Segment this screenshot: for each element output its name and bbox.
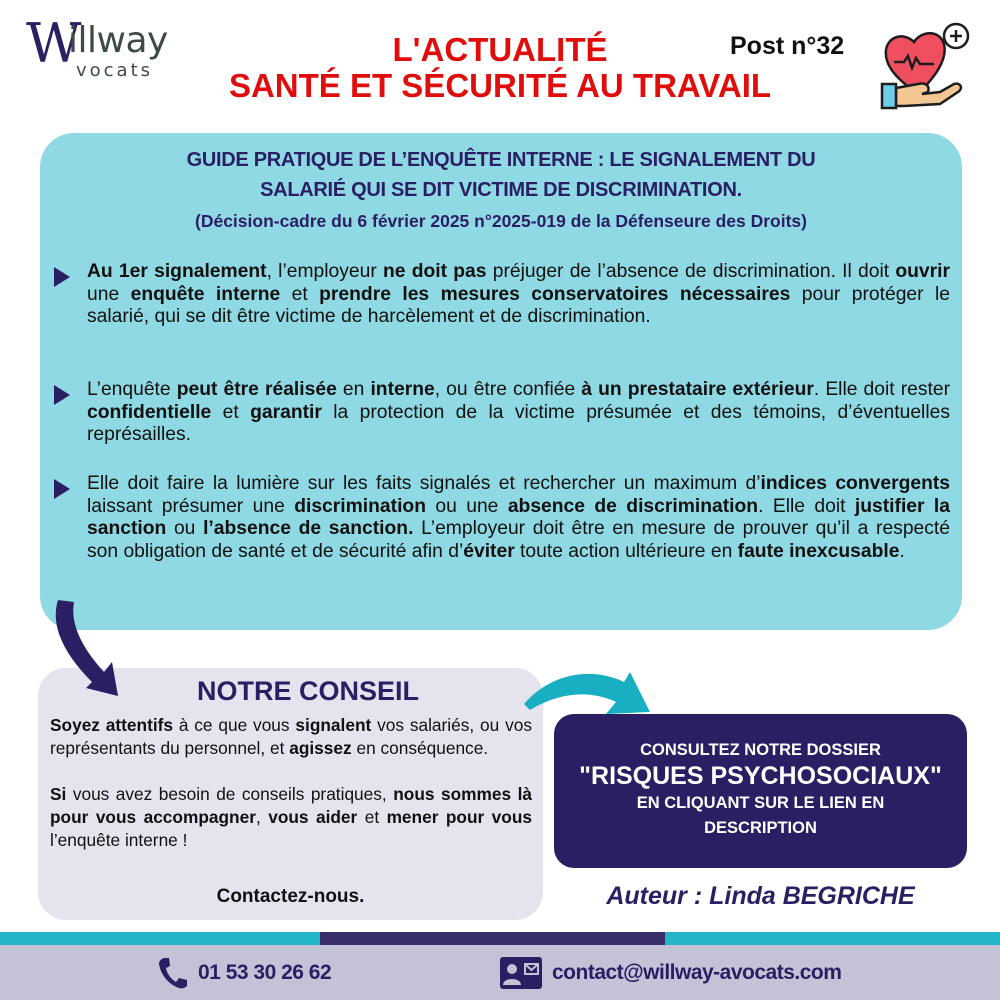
title-line-2: SANTÉ ET SÉCURITÉ AU TRAVAIL xyxy=(228,67,772,104)
heart-hand-plus-icon xyxy=(878,22,978,112)
email-contact[interactable] xyxy=(500,957,841,989)
conseil-title: NOTRE CONSEIL xyxy=(196,676,419,706)
contact-us-link[interactable]: Contactez-nous. xyxy=(216,886,365,907)
dossier-line-1: CONSULTEZ NOTRE DOSSIER xyxy=(640,741,881,759)
conseil-body xyxy=(50,714,532,852)
dossier-line-3: EN CLIQUANT SUR LE LIEN EN xyxy=(636,794,885,812)
title-line-1: L'ACTUALITÉ xyxy=(392,31,608,68)
dossier-line-2: "RISQUES PSYCHOSOCIAUX" xyxy=(579,762,942,790)
bullet-text: Au 1er signalement, l’employeur ne doit pas préjuger de l’absence de discrimination. Il doit ouvrir une enquête interne et prendre les mesures conservatoires nécessaires pour protéger le salarié, qui se dit être victime de harcèlement et de discrimination. xyxy=(87,261,950,327)
subheading: (Décision-cadre du 6 février 2025 n°2025-019 de la Défenseure des Droits) xyxy=(195,211,807,231)
footer-stripe-teal-left xyxy=(0,932,320,945)
bullet-item xyxy=(54,379,950,447)
logo-w: W xyxy=(26,12,82,75)
contact-card-icon xyxy=(500,957,542,989)
dossier-link-box[interactable] xyxy=(554,714,967,868)
logo-avocats: vocats xyxy=(76,60,154,81)
footer-bar xyxy=(0,945,1000,1000)
bullet-text: Elle doit faire la lumière sur les faits signalés et rechercher un maximum d’indices convergents laissant présumer une discrimination ou une absence de discrimination. Elle doit justifier la sanction ou l’absence de sanction. L’employeur doit être en mesure de prouver qu’il a respecté son obligation de santé et de sécurité afin d’éviter toute action ultérieure en faute inexcusable. xyxy=(87,473,951,562)
email-address[interactable]: contact@willway-avocats.com xyxy=(552,961,842,984)
heading-line-1: GUIDE PRATIQUE DE L’ENQUÊTE INTERNE : LE SIGNALEMENT DU xyxy=(186,149,816,171)
footer-stripe-navy xyxy=(320,932,665,945)
dossier-line-4: DESCRIPTION xyxy=(704,819,817,837)
phone-number[interactable]: 01 53 30 26 62 xyxy=(198,961,332,984)
author-credit: Auteur : Linda BEGRICHE xyxy=(606,882,915,910)
curved-arrow-down-icon xyxy=(40,596,130,706)
logo-illway: illway xyxy=(68,20,168,61)
phone-icon xyxy=(158,957,188,989)
conseil-paragraph: Soyez attentifs à ce que vous signalent vos salariés, ou vos représentants du personnel, et agissez en conséquence. xyxy=(50,715,532,758)
phone-contact[interactable] xyxy=(158,957,331,989)
post-number: Post n°32 xyxy=(730,32,845,60)
bullet-item xyxy=(54,473,950,563)
bullet-item xyxy=(54,261,950,329)
main-content-box xyxy=(40,133,962,630)
guide-heading xyxy=(40,145,962,235)
triangle-bullet-icon xyxy=(54,385,70,405)
triangle-bullet-icon xyxy=(54,479,70,499)
bullet-text: L’enquête peut être réalisée en interne, ou être confiée à un prestataire extérieur. Elle doit rester confidentielle et garantir la protection de la victime présumée et des témoins, d’éventuelles représailles. xyxy=(87,379,951,445)
heading-line-2: SALARIÉ QUI SE DIT VICTIME DE DISCRIMINATION. xyxy=(260,179,742,201)
conseil-paragraph: Si vous avez besoin de conseils pratiques, nous sommes là pour vous accompagner, vous aider et mener pour vous l’enquête interne ! xyxy=(50,784,533,850)
footer-stripe-teal-right xyxy=(665,932,1000,945)
triangle-bullet-icon xyxy=(54,267,70,287)
